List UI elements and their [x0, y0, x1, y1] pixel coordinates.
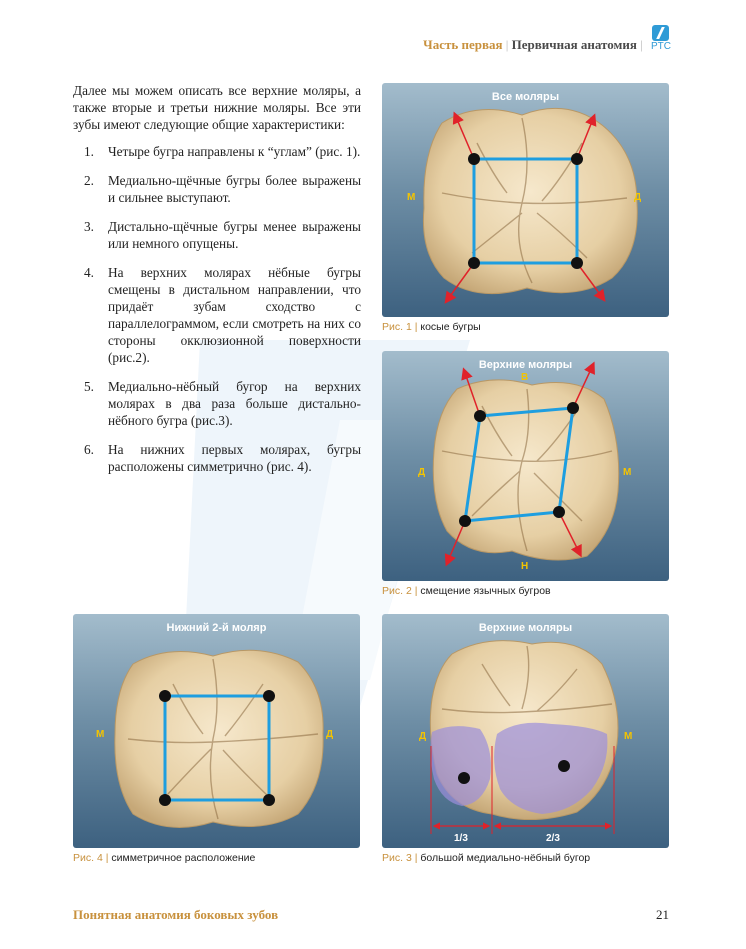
publisher-logo — [650, 25, 672, 53]
distopalatal-cusp-highlight — [430, 726, 490, 806]
tooth-illustration-1 — [382, 83, 669, 317]
caption-label: Рис. 4 — [73, 852, 103, 864]
characteristics-list — [73, 143, 361, 487]
header-separator-2: | — [640, 37, 643, 52]
direction-label-left: М — [96, 729, 105, 740]
list-item-number: 2. — [84, 173, 94, 188]
cusp-point — [468, 257, 480, 269]
direction-label-top: В — [521, 372, 529, 383]
list-item-number: 3. — [84, 219, 94, 234]
list-item-text: На нижних первых молярах, бугры расположены симметрично (рис. 4). — [108, 442, 361, 474]
header-separator: | — [505, 37, 509, 52]
caption-separator: | — [105, 852, 109, 864]
list-item-text: Дистально-щёчные бугры менее выражены или немного опущены. — [108, 219, 361, 251]
caption-label: Рис. 3 — [382, 852, 412, 864]
figure-title: Все моляры — [491, 91, 560, 103]
figure-title: Нижний 2-й моляр — [166, 622, 267, 634]
figure-3-caption — [382, 852, 590, 864]
figure-1-caption — [382, 321, 481, 333]
caption-text: симметричное расположение — [111, 852, 256, 864]
list-item — [73, 218, 361, 252]
caption-label: Рис. 2 — [382, 585, 412, 597]
caption-text: косые бугры — [420, 321, 481, 333]
direction-label-left: М — [407, 192, 416, 203]
cusp-point — [159, 794, 171, 806]
fraction-label-two-thirds: 2/3 — [546, 833, 560, 844]
caption-separator: | — [414, 852, 418, 864]
direction-label-right: Д — [326, 729, 334, 740]
figure-1-all-molars — [382, 83, 669, 317]
cusp-point — [571, 153, 583, 165]
running-header — [423, 37, 668, 53]
figure-4-caption — [73, 852, 255, 864]
list-item-number: 4. — [84, 265, 94, 280]
list-item-text: На верхних молярах нёбные бугры смещены в дистальном направлении, что придаёт зубам сходство с параллелограммом, если смотреть на них со стороны окклюзионной поверхности (рис.2). — [108, 265, 361, 365]
cusp-point — [571, 257, 583, 269]
list-item — [73, 172, 361, 206]
caption-text: смещение язычных бугров — [420, 585, 551, 597]
figure-3-upper-molars-cusp-size — [382, 614, 669, 848]
cusp-point — [159, 690, 171, 702]
figure-2-caption — [382, 585, 551, 597]
logo-mark-icon — [652, 25, 669, 41]
direction-label-left: Д — [419, 731, 427, 742]
cusp-point — [558, 760, 570, 772]
figure-2-upper-molars — [382, 351, 669, 581]
header-title: Первичная анатомия — [511, 37, 637, 52]
list-item-text: Медиально-щёчные бугры более выражены и сильнее выступают. — [108, 173, 361, 205]
figure-title: Верхние моляры — [478, 359, 573, 371]
cusp-point — [553, 506, 565, 518]
tooth-illustration-2 — [382, 351, 669, 581]
cusp-point — [458, 772, 470, 784]
list-item — [73, 143, 361, 160]
fraction-label-one-third: 1/3 — [454, 833, 468, 844]
list-item — [73, 378, 361, 429]
cusp-point — [468, 153, 480, 165]
caption-label: Рис. 1 — [382, 321, 412, 333]
tooth-crown — [433, 380, 618, 560]
direction-label-right: М — [623, 467, 632, 478]
cusp-point — [567, 402, 579, 414]
caption-text: большой медиально-нёбный бугор — [420, 852, 591, 864]
cusp-point — [263, 690, 275, 702]
list-item-number: 6. — [84, 442, 94, 457]
caption-separator: | — [414, 321, 418, 333]
list-item-number: 1. — [84, 144, 94, 159]
page-number: 21 — [656, 907, 669, 922]
logo-text: PTC — [651, 41, 671, 52]
cusp-point — [459, 515, 471, 527]
intro-paragraph: Далее мы можем описать все верхние моляры, а также вторые и третьи нижние моляры. Все эти зубы имеют следующие общие характеристики: — [73, 83, 361, 132]
direction-label-right: Д — [634, 192, 642, 203]
direction-label-right: М — [624, 731, 633, 742]
cusp-point — [263, 794, 275, 806]
cusp-point — [474, 410, 486, 422]
direction-label-left: Д — [418, 467, 426, 478]
list-item-number: 5. — [84, 379, 94, 394]
direction-label-bottom: Н — [521, 561, 529, 572]
list-item-text: Четыре бугра направлены к “углам” (рис. 1). — [108, 144, 361, 159]
tooth-illustration-4 — [73, 614, 360, 848]
header-part: Часть первая — [423, 37, 503, 52]
list-item-text: Медиально-нёбный бугор на верхних молярах в два раза больше дистально-нёбного бугра (рис.3). — [108, 379, 361, 428]
list-item — [73, 264, 361, 366]
list-item — [73, 441, 361, 475]
caption-separator: | — [414, 585, 418, 597]
figure-4-lower-second-molar — [73, 614, 360, 848]
figure-title: Верхние моляры — [478, 622, 573, 634]
footer-book-title: Понятная анатомия боковых зубов — [73, 907, 279, 922]
